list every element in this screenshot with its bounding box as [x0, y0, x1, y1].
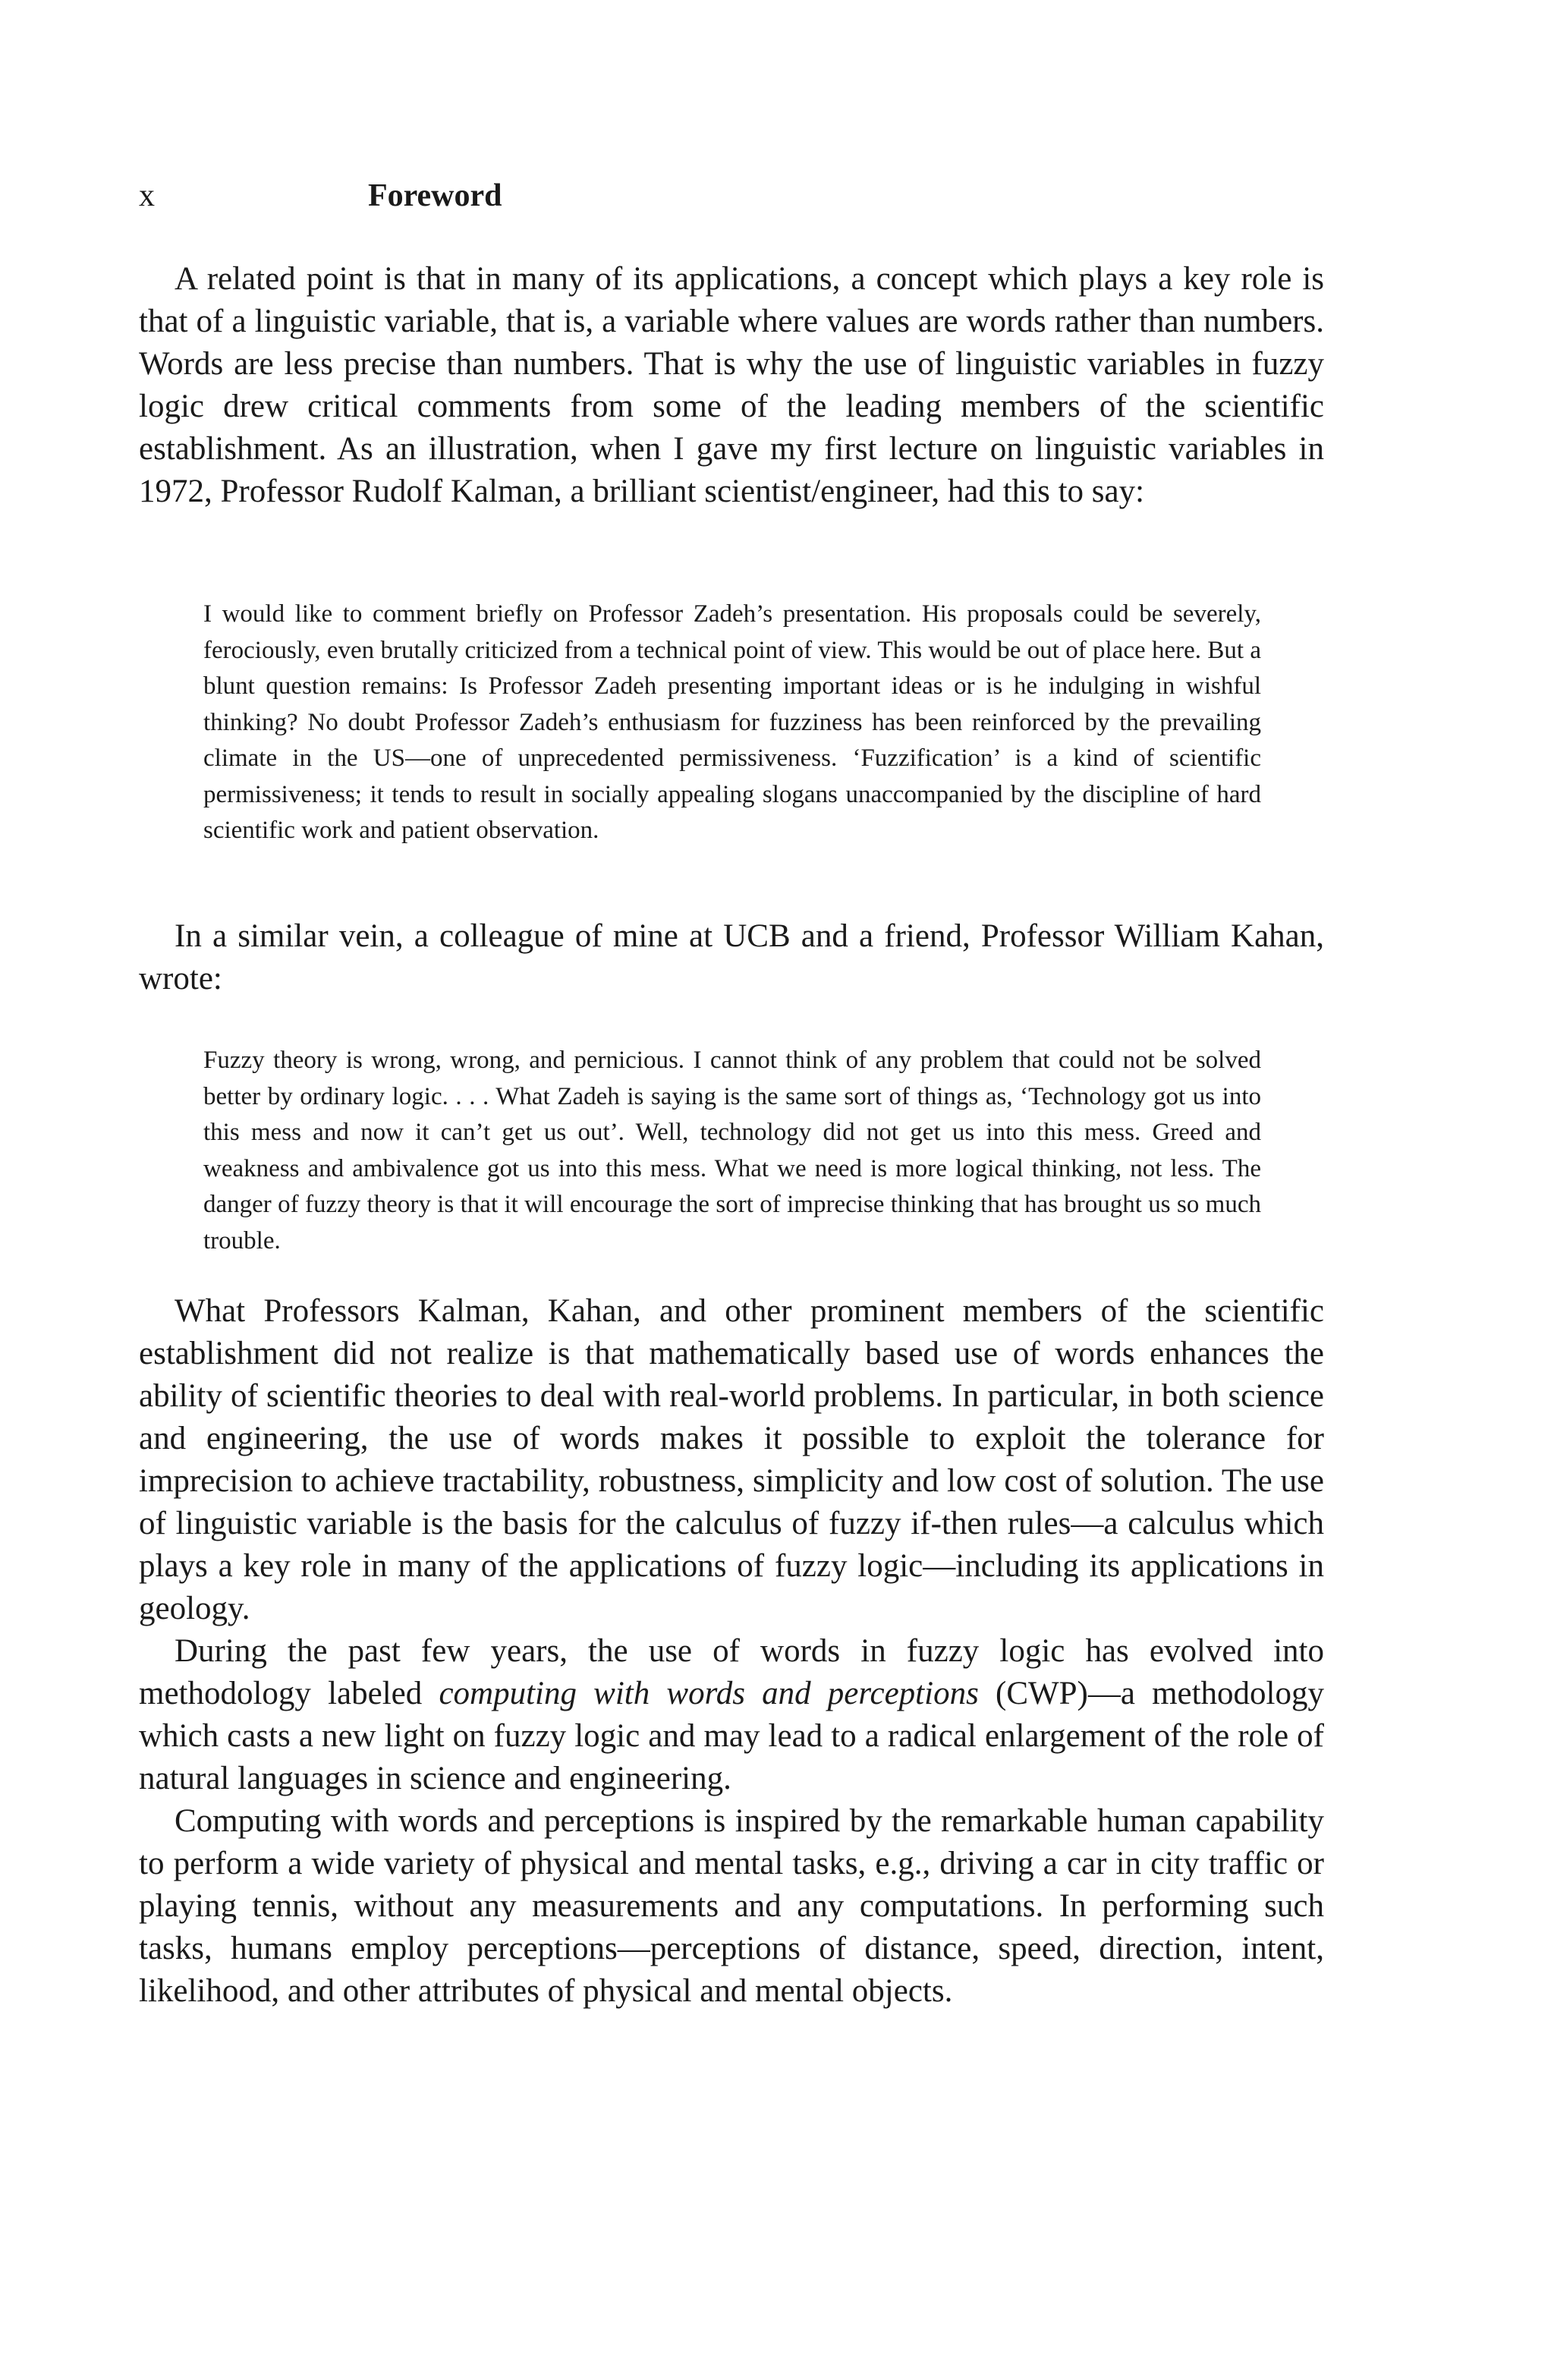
cwp-text-after: (CWP)—a methodology which casts a new light on fuzzy logic and may lead to a radical enlargement of the role of natural languages in science and engineering.: [139, 1676, 1325, 1796]
body-paragraph-1-block: [139, 258, 1324, 513]
running-title: Foreword: [368, 178, 502, 213]
body-paragraph: Computing with words and perceptions is inspired by the remarkable human capability to perform a wide variety of physical and mental tasks, e.g., driving a car in city traffic or playing tennis, without any measurements and any computations. In performing such tasks, humans employ perceptions—perceptions of distance, speed, direction, intent, likelihood, and other attributes of physical and mental objects.: [139, 1803, 1324, 2009]
page-header: [139, 173, 1338, 219]
body-paragraph: A related point is that in many of its applications, a concept which plays a key role is that of a linguistic variable, that is, a variable where values are words rather than numbers. Words are less precise than numbers. That is why the use of linguistic variables in fuzzy logic drew critical comments from some of the leading members of the scientific establishment. As an illustration, when I gave my first lecture on linguistic variables in 1972, Professor Rudolf Kalman, a brilliant scientist/engineer, had this to say:: [139, 261, 1324, 509]
block-quote-kahan: Fuzzy theory is wrong, wrong, and pernicious. I cannot think of any problem that could not be solved better by ordinary logic. . . . What Zadeh is saying is the same sort of things as, ‘Technology got us into this mess and now it can’t get us out’. Well, technology did not get us into this mess. Greed and weakness and ambivalence got us into this mess. What we need is more logical thinking, not less. The danger of fuzzy theory is that it will encourage the sort of imprecise thinking that has brought us so much trouble.: [203, 1047, 1261, 1255]
body-paragraph-cwp: [139, 1630, 1324, 1800]
cwp-text-before: During the past few years, the use of words in fuzzy logic has evolved into methodology labeled: [139, 1633, 1324, 1711]
page-number: x: [139, 178, 155, 213]
body-main-block: [139, 1290, 1324, 2013]
block-quote-kalman: I would like to comment briefly on Professor Zadeh’s presentation. His proposals could be severely, ferociously, even brutally criticized from a technical point of view. This would be out of place here. But a blunt question remains: Is Professor Zadeh presenting important ideas or is he indulging in wishful thinking? No doubt Professor Zadeh’s enthusiasm for fuzziness has been reinforced by the prevailing climate in the US—one of unprecedented permissiveness. ‘Fuzzification’ is a kind of scientific permissiveness; it tends to result in socially appealing slogans unaccompanied by the discipline of hard scientific work and patient observation.: [203, 600, 1261, 844]
body-paragraph: In a similar vein, a colleague of mine at UCB and a friend, Professor William Kahan, wrote:: [139, 918, 1324, 996]
cwp-italic-term: computing with words and perceptions: [439, 1676, 979, 1711]
body-paragraph-2-block: [139, 915, 1324, 1000]
body-paragraph: What Professors Kalman, Kahan, and other prominent members of the scientific establishment did not realize is that mathematically based use of words enhances the ability of scientific theories to deal with real-world problems. In particular, in both science and engineering, the use of words makes it possible to exploit the tolerance for imprecision to achieve tractability, robustness, simplicity and low cost of solution. The use of linguistic variable is the basis for the calculus of fuzzy if-then rules—a calculus which plays a key role in many of the applications of fuzzy logic—including its applications in geology.: [139, 1293, 1324, 1626]
